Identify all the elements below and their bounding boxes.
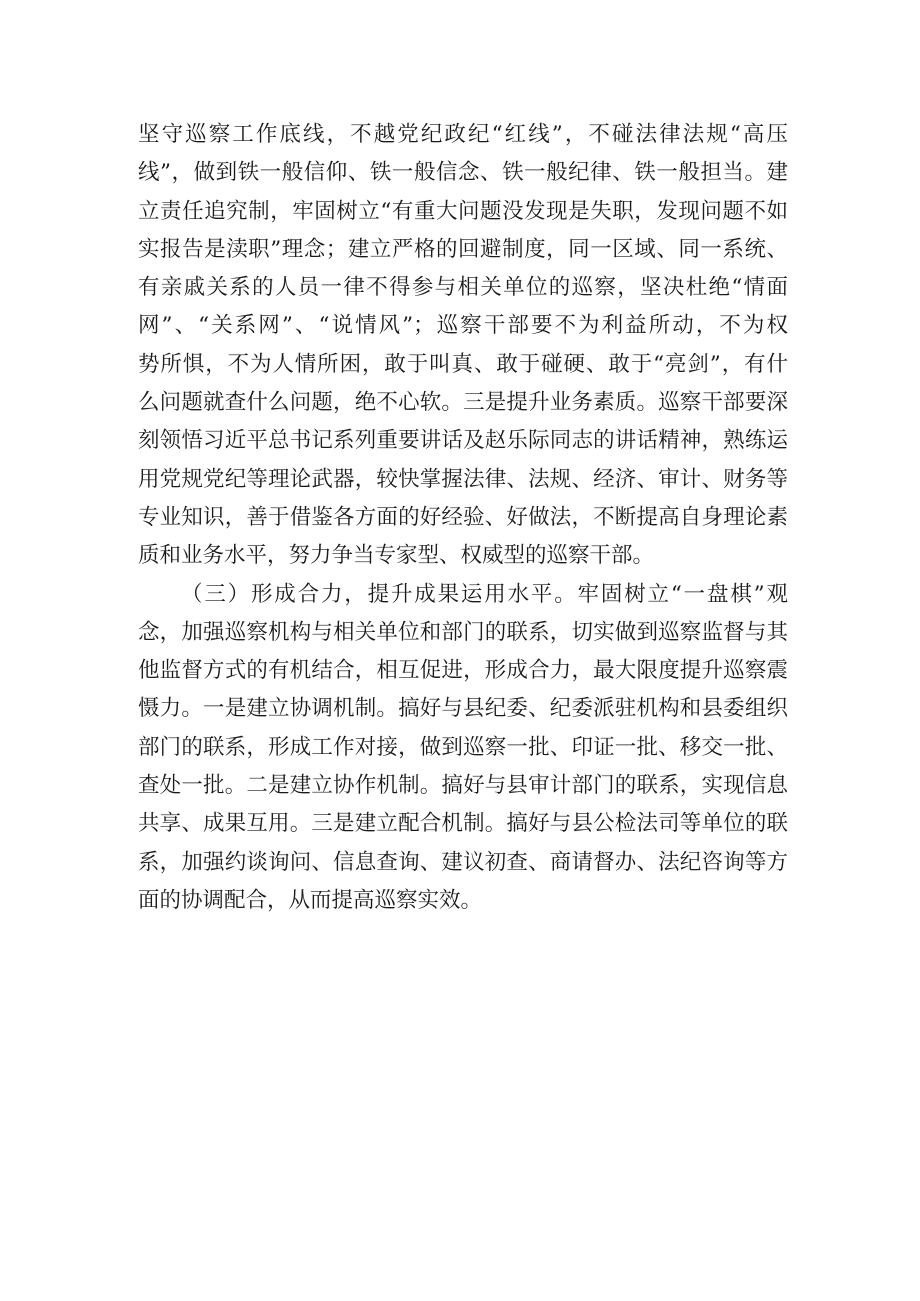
- paragraph-line: 面的协调配合，从而提高巡察实效。: [138, 887, 483, 913]
- paragraph-line: 刻领悟习近平总书记系列重要讲话及赵乐际同志的讲话精神，熟练运: [138, 428, 788, 454]
- paragraph-line: 有亲戚关系的人员一律不得参与相关单位的巡察，坚决杜绝“情面: [138, 275, 788, 301]
- paragraph-line: 网”、“关系网”、“说情风”；巡察干部要不为利益所动，不为权: [138, 313, 788, 339]
- paragraph-line: 他监督方式的有机结合，相互促进，形成合力，最大限度提升巡察震: [138, 658, 788, 684]
- paragraph-line: 部门的联系，形成工作对接，做到巡察一批、印证一批、移交一批、: [138, 734, 788, 760]
- paragraph-line: 线”，做到铁一般信仰、铁一般信念、铁一般纪律、铁一般担当。建: [138, 160, 788, 186]
- paragraph-line: 念，加强巡察机构与相关单位和部门的联系，切实做到巡察监督与其: [138, 619, 788, 645]
- paragraph-line: 立责任追究制，牢固树立“有重大问题没发现是失职，发现问题不如: [138, 198, 788, 224]
- paragraph-line: 用党规党纪等理论武器，较快掌握法律、法规、经济、审计、财务等: [138, 466, 788, 492]
- paragraph-line: 查处一批。二是建立协作机制。搞好与县审计部门的联系，实现信息: [138, 773, 788, 799]
- paragraph-1: [138, 116, 788, 576]
- paragraph-line: 共享、成果互用。三是建立配合机制。搞好与县公检法司等单位的联: [138, 811, 788, 837]
- paragraph-line: 么问题就查什么问题，绝不心软。三是提升业务素质。巡察干部要深: [138, 390, 788, 416]
- paragraph-2: [138, 576, 788, 921]
- document-body: [138, 116, 788, 920]
- paragraph-line: （三）形成合力，提升成果运用水平。牢固树立“一盘棋”观: [181, 581, 788, 607]
- paragraph-line: 质和业务水平，努力争当专家型、权威型的巡察干部。: [138, 543, 655, 569]
- paragraph-line: 慑力。一是建立协调机制。搞好与县纪委、纪委派驻机构和县委组织: [138, 696, 788, 722]
- paragraph-line: 坚守巡察工作底线，不越党纪政纪“红线”，不碰法律法规“高压: [138, 122, 788, 147]
- paragraph-line: 实报告是渎职”理念；建立严格的回避制度，同一区域、同一系统、: [138, 236, 788, 262]
- paragraph-line: 系，加强约谈询问、信息查询、建议初查、商请督办、法纪咨询等方: [138, 849, 788, 875]
- paragraph-line: 势所惧，不为人情所困，敢于叫真、敢于碰硬、敢于“亮剑”，有什: [138, 351, 788, 377]
- paragraph-line: 专业知识，善于借鉴各方面的好经验、好做法，不断提高自身理论素: [138, 504, 788, 530]
